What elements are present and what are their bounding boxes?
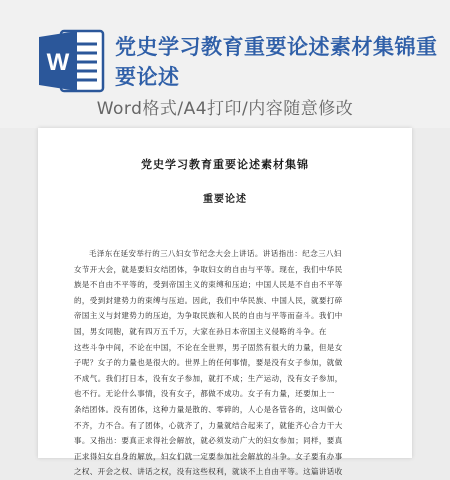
- document-body-line: 事。又指出：要真正求得社会解放，就必须发动广大的妇女参加；同样，要真: [74, 436, 343, 446]
- document-body-line: 的，受到封建势力的束缚与压迫。因此，我们中华民族、中国人民，就要打碎: [74, 295, 343, 305]
- document-page-preview: [38, 128, 412, 477]
- document-body-line: 之权、开会之权、讲话之权，没有这些权利，就谈不上自由平等。这篇讲话收: [74, 467, 343, 477]
- document-body-line: 不齐，力不合。有了团体，心就齐了，力量就结合起来了，就能齐心合力干大: [74, 420, 343, 430]
- banner-title: 党史学习教育重要论述素材集锦重要论述: [115, 35, 438, 89]
- word-doc-icon: [37, 28, 105, 94]
- document-body-line: 帝国主义与封建势力的压迫，为争取民族和人民的自由与平等而奋斗。我们中: [74, 311, 343, 321]
- banner-subtitle: Word格式/A4打印/内容随意修改: [96, 99, 354, 119]
- document-body-line: 毛泽东在延安举行的三八妇女节纪念大会上讲话。讲话指出：纪念三八妇: [89, 249, 342, 258]
- document-body-line: 正求得妇女自身的解放，妇女们就一定要参加社会解放的斗争。女子要有办事: [74, 451, 343, 461]
- document-body-line: 族是不自由不平等的，受到帝国主义的束缚和压迫；中国人民是不自由不平等: [74, 280, 343, 290]
- document-body-line: 国，男女同胞，就有四万五千万，大家在孙日本帝国主义侵略的斗争。在: [74, 326, 327, 336]
- document-title: 党史学习教育重要论述素材集锦: [141, 158, 309, 171]
- document-heading: 重要论述: [203, 194, 247, 205]
- word-logo-letter: W: [46, 49, 70, 76]
- document-body-line: 也不行。无论什么事情，没有女子，都做不成功。女子有力量，还要加上一: [74, 389, 335, 399]
- document-body: [74, 246, 380, 480]
- document-body-line: 女节开大会，就是要妇女结团体，争取妇女的自由与平等。现在，我们中华民: [74, 264, 343, 274]
- document-body-line: 不成气。我们打日本，没有女子参加，就打不成；生产运动，没有女子参加，: [74, 373, 343, 383]
- document-body-line: 这些斗争中间，不论在中国，不论在全世界，男子固然有很大的力量，但是女: [74, 342, 343, 352]
- document-body-line: 子呢？女子的力量也是很大的。世界上的任何事情，要是没有女子参加，就做: [74, 358, 343, 368]
- document-body-line: 条结团体。没有团体，这种力量是散的、零碎的，人心是各管各的，这叫做心: [74, 404, 343, 414]
- promo-banner: [0, 0, 450, 128]
